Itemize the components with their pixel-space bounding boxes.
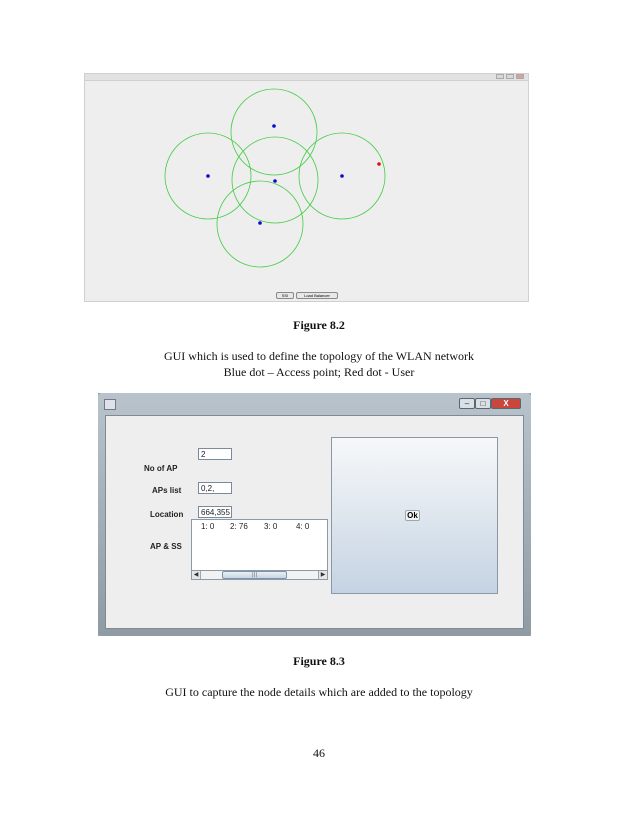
list-item: 3: 0	[264, 522, 278, 531]
figure-label: Figure 8.3	[293, 654, 345, 668]
window-content	[105, 415, 524, 629]
signal-strength-list[interactable]	[191, 519, 328, 575]
figure-label: Figure 8.2	[293, 318, 345, 332]
app-icon	[104, 399, 116, 410]
topology-gui-screenshot	[84, 73, 529, 302]
access-point-dot	[340, 174, 344, 178]
close-button[interactable]: X	[491, 398, 521, 409]
figure-caption: Blue dot – Access point; Red dot - User	[223, 365, 415, 379]
ap-ss-label: AP & SS	[150, 542, 182, 551]
access-point-dot	[206, 174, 210, 178]
figure-caption: GUI which is used to define the topology of the WLAN network	[163, 349, 475, 363]
aps-list-label: APs list	[152, 486, 182, 495]
ok-button[interactable]: Ok	[405, 510, 420, 521]
list-item: 2: 76	[230, 522, 248, 531]
scroll-right-icon[interactable]: ▶	[318, 571, 327, 579]
no-of-ap-label: No of AP	[144, 464, 178, 473]
minimize-button[interactable]: –	[459, 398, 475, 409]
aps-list-field[interactable]: 0,2,	[198, 482, 232, 494]
coverage-circle	[231, 89, 317, 175]
scroll-left-icon[interactable]: ◀	[192, 571, 201, 579]
access-point-dot	[258, 221, 262, 225]
horizontal-scrollbar[interactable]	[191, 570, 328, 580]
gradient-panel	[331, 437, 498, 594]
load-balancer-button[interactable]: Load Balancer	[296, 292, 338, 299]
location-label: Location	[150, 510, 184, 519]
list-item: 4: 0	[296, 522, 310, 531]
figure-caption: GUI to capture the node details which are added to the topology	[165, 685, 473, 699]
scroll-thumb[interactable]: |||	[222, 571, 287, 579]
list-item: 1: 0	[201, 522, 215, 531]
access-point-dot	[273, 179, 277, 183]
page-number: 46	[313, 746, 325, 760]
no-of-ap-field[interactable]: 2	[198, 448, 232, 460]
node-details-gui-screenshot	[98, 393, 531, 636]
ssi-button[interactable]: SSI	[276, 292, 294, 299]
topology-canvas[interactable]	[85, 74, 530, 303]
user-dot	[377, 162, 381, 166]
location-field[interactable]: 664,355	[198, 506, 232, 518]
maximize-button[interactable]: □	[475, 398, 491, 409]
access-point-dot	[272, 124, 276, 128]
